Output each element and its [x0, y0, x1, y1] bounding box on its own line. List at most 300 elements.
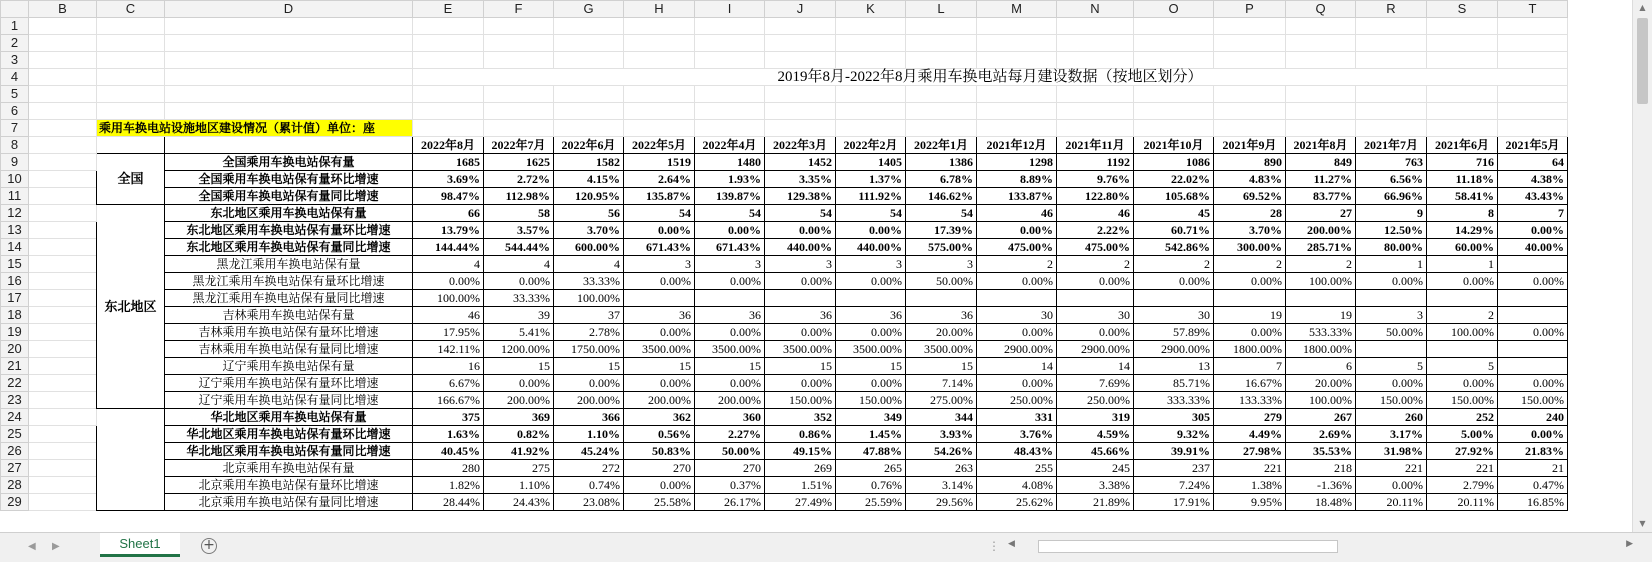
cell[interactable] — [1286, 18, 1356, 35]
row-label[interactable]: 北京乘用车换电站保有量 — [165, 460, 413, 477]
data-cell[interactable]: 17.95% — [413, 324, 484, 341]
page-title[interactable]: 2019年8月-2022年8月乘用车换电站每月建设数据（按地区划分） — [413, 69, 1568, 86]
data-cell[interactable]: 0.74% — [554, 477, 624, 494]
data-cell[interactable]: 100.00% — [554, 290, 624, 307]
data-cell[interactable]: 28 — [1214, 205, 1286, 222]
cell[interactable] — [29, 392, 97, 409]
data-cell[interactable]: 0.00% — [836, 273, 906, 290]
vertical-scroll-thumb[interactable] — [1637, 18, 1648, 104]
row-header[interactable]: 9 — [1, 154, 29, 171]
data-cell[interactable] — [1498, 256, 1568, 273]
data-cell[interactable] — [1356, 290, 1427, 307]
data-cell[interactable]: 3.69% — [413, 171, 484, 188]
data-cell[interactable]: 27.92% — [1427, 443, 1498, 460]
data-cell[interactable]: 0.00% — [1356, 375, 1427, 392]
data-cell[interactable]: 122.80% — [1057, 188, 1134, 205]
cell[interactable] — [695, 18, 765, 35]
select-all-corner[interactable] — [1, 1, 29, 18]
data-cell[interactable]: 133.87% — [977, 188, 1057, 205]
row-header[interactable]: 13 — [1, 222, 29, 239]
data-cell[interactable]: 13.79% — [413, 222, 484, 239]
vertical-scrollbar[interactable] — [1632, 0, 1652, 532]
data-cell[interactable]: 39.91% — [1134, 443, 1214, 460]
cell[interactable] — [29, 290, 97, 307]
data-cell[interactable]: 1200.00% — [484, 341, 554, 358]
data-cell[interactable]: 0.47% — [1498, 477, 1568, 494]
data-cell[interactable]: 240 — [1498, 409, 1568, 426]
data-cell[interactable]: 3.70% — [1214, 222, 1286, 239]
cell[interactable] — [1214, 35, 1286, 52]
data-cell[interactable]: 4.49% — [1214, 426, 1286, 443]
cell[interactable] — [906, 52, 977, 69]
row-label[interactable]: 全国乘用车换电站保有量同比增速 — [165, 188, 413, 205]
data-cell[interactable]: 2 — [1057, 256, 1134, 273]
cell[interactable] — [1427, 18, 1498, 35]
row-label[interactable]: 全国乘用车换电站保有量 — [165, 154, 413, 171]
cell[interactable] — [484, 120, 554, 137]
row-label[interactable]: 北京乘用车换电站保有量同比增速 — [165, 494, 413, 511]
data-cell[interactable]: 35.53% — [1286, 443, 1356, 460]
cell[interactable] — [977, 120, 1057, 137]
cell[interactable] — [29, 307, 97, 324]
cell[interactable] — [977, 103, 1057, 120]
data-cell[interactable]: 0.00% — [836, 324, 906, 341]
row-label[interactable]: 黑龙江乘用车换电站保有量环比增速 — [165, 273, 413, 290]
cell[interactable] — [765, 120, 836, 137]
data-cell[interactable]: 120.95% — [554, 188, 624, 205]
cell[interactable] — [484, 18, 554, 35]
data-cell[interactable]: 37 — [554, 307, 624, 324]
row-header[interactable]: 17 — [1, 290, 29, 307]
row-header[interactable]: 21 — [1, 358, 29, 375]
data-cell[interactable]: 27.49% — [765, 494, 836, 511]
data-cell[interactable]: 47.88% — [836, 443, 906, 460]
data-cell[interactable]: 9.76% — [1057, 171, 1134, 188]
data-cell[interactable]: 1.38% — [1214, 477, 1286, 494]
data-cell[interactable]: 0.00% — [624, 375, 695, 392]
data-cell[interactable]: 542.86% — [1134, 239, 1214, 256]
data-cell[interactable]: 14 — [977, 358, 1057, 375]
cell[interactable] — [624, 35, 695, 52]
data-cell[interactable]: 0.00% — [1427, 273, 1498, 290]
data-cell[interactable]: 54 — [765, 205, 836, 222]
row-header[interactable]: 15 — [1, 256, 29, 273]
data-cell[interactable]: 40.00% — [1498, 239, 1568, 256]
add-sheet-button[interactable]: + — [201, 538, 217, 554]
data-cell[interactable]: 245 — [1057, 460, 1134, 477]
cell[interactable] — [1356, 52, 1427, 69]
cell[interactable] — [29, 120, 97, 137]
cell[interactable] — [165, 35, 413, 52]
data-cell[interactable]: 45.24% — [554, 443, 624, 460]
data-cell[interactable]: 1086 — [1134, 154, 1214, 171]
cell[interactable] — [1134, 18, 1214, 35]
row-header[interactable]: 10 — [1, 171, 29, 188]
cell[interactable] — [97, 52, 165, 69]
data-cell[interactable]: 1.45% — [836, 426, 906, 443]
cell[interactable] — [29, 341, 97, 358]
row-label[interactable]: 辽宁乘用车换电站保有量 — [165, 358, 413, 375]
data-cell[interactable]: 6.56% — [1356, 171, 1427, 188]
data-cell[interactable]: 25.62% — [977, 494, 1057, 511]
sheet-tab[interactable]: Sheet1 — [100, 533, 180, 557]
data-cell[interactable]: 36 — [695, 307, 765, 324]
data-cell[interactable]: 0.00% — [1498, 273, 1568, 290]
cell[interactable] — [1134, 35, 1214, 52]
data-cell[interactable]: 46 — [1057, 205, 1134, 222]
cell[interactable] — [624, 86, 695, 103]
cell[interactable] — [413, 86, 484, 103]
cell[interactable] — [1356, 18, 1427, 35]
data-cell[interactable]: 0.82% — [484, 426, 554, 443]
data-cell[interactable]: 2900.00% — [1134, 341, 1214, 358]
data-cell[interactable]: 0.00% — [1498, 375, 1568, 392]
data-cell[interactable]: 41.92% — [484, 443, 554, 460]
data-cell[interactable]: 600.00% — [554, 239, 624, 256]
data-cell[interactable]: 9 — [1356, 205, 1427, 222]
data-cell[interactable]: 105.68% — [1134, 188, 1214, 205]
row-label[interactable]: 华北地区乘用车换电站保有量环比增速 — [165, 426, 413, 443]
data-cell[interactable]: 2 — [977, 256, 1057, 273]
data-cell[interactable]: 352 — [765, 409, 836, 426]
data-cell[interactable]: 5 — [1427, 358, 1498, 375]
row-label[interactable]: 吉林乘用车换电站保有量环比增速 — [165, 324, 413, 341]
cell[interactable] — [765, 52, 836, 69]
cell[interactable] — [695, 120, 765, 137]
cell[interactable] — [1214, 18, 1286, 35]
data-cell[interactable]: 33.33% — [484, 290, 554, 307]
cell[interactable] — [1134, 103, 1214, 120]
cell[interactable] — [413, 52, 484, 69]
data-cell[interactable]: 85.71% — [1134, 375, 1214, 392]
data-cell[interactable]: 139.87% — [695, 188, 765, 205]
cell[interactable] — [484, 86, 554, 103]
cell[interactable] — [29, 358, 97, 375]
data-cell[interactable]: 3 — [765, 256, 836, 273]
data-cell[interactable]: 349 — [836, 409, 906, 426]
row-header[interactable]: 27 — [1, 460, 29, 477]
data-cell[interactable]: 129.38% — [765, 188, 836, 205]
cell[interactable] — [1057, 103, 1134, 120]
data-cell[interactable]: 20.00% — [906, 324, 977, 341]
data-cell[interactable]: 36 — [836, 307, 906, 324]
data-cell[interactable]: 28.44% — [413, 494, 484, 511]
date-header[interactable]: 2021年10月 — [1134, 137, 1214, 154]
data-cell[interactable]: 671.43% — [624, 239, 695, 256]
data-cell[interactable]: 45 — [1134, 205, 1214, 222]
data-cell[interactable]: 2 — [1214, 256, 1286, 273]
cell[interactable] — [97, 137, 165, 154]
cell[interactable] — [165, 52, 413, 69]
data-cell[interactable]: 1480 — [695, 154, 765, 171]
cell[interactable] — [1286, 103, 1356, 120]
column-header[interactable]: M — [977, 1, 1057, 18]
region-national[interactable]: 全国 — [97, 154, 165, 205]
data-cell[interactable]: 36 — [906, 307, 977, 324]
data-cell[interactable]: 0.00% — [624, 273, 695, 290]
cell[interactable] — [765, 18, 836, 35]
data-cell[interactable]: 3500.00% — [765, 341, 836, 358]
data-cell[interactable]: 575.00% — [906, 239, 977, 256]
data-cell[interactable]: 23.08% — [554, 494, 624, 511]
data-cell[interactable]: 150.00% — [1427, 392, 1498, 409]
data-cell[interactable]: 54 — [906, 205, 977, 222]
data-cell[interactable]: 475.00% — [977, 239, 1057, 256]
data-cell[interactable]: 98.47% — [413, 188, 484, 205]
data-cell[interactable]: 1.10% — [554, 426, 624, 443]
region-north-china[interactable] — [97, 409, 165, 511]
data-cell[interactable]: 890 — [1214, 154, 1286, 171]
section-label[interactable]: 乘用车换电站设施地区建设情况（累计值）单位：座 — [97, 120, 413, 137]
data-cell[interactable]: 9.95% — [1214, 494, 1286, 511]
data-cell[interactable]: 100.00% — [413, 290, 484, 307]
data-cell[interactable]: 150.00% — [1498, 392, 1568, 409]
cell[interactable] — [1286, 52, 1356, 69]
data-cell[interactable]: 263 — [906, 460, 977, 477]
data-cell[interactable]: 54 — [624, 205, 695, 222]
data-cell[interactable]: 4 — [413, 256, 484, 273]
column-header[interactable]: F — [484, 1, 554, 18]
cell[interactable] — [1498, 120, 1568, 137]
cell[interactable] — [97, 35, 165, 52]
cell[interactable] — [1356, 103, 1427, 120]
cell[interactable] — [29, 205, 97, 222]
data-cell[interactable]: 1685 — [413, 154, 484, 171]
data-cell[interactable]: 40.45% — [413, 443, 484, 460]
cell[interactable] — [29, 239, 97, 256]
data-cell[interactable]: 375 — [413, 409, 484, 426]
data-cell[interactable]: 279 — [1214, 409, 1286, 426]
data-cell[interactable]: 4 — [554, 256, 624, 273]
date-header[interactable]: 2022年8月 — [413, 137, 484, 154]
data-cell[interactable]: 27 — [1286, 205, 1356, 222]
data-cell[interactable]: 200.00% — [554, 392, 624, 409]
row-header[interactable]: 14 — [1, 239, 29, 256]
data-cell[interactable]: 0.00% — [765, 222, 836, 239]
data-cell[interactable]: 36 — [765, 307, 836, 324]
data-cell[interactable]: 58.41% — [1427, 188, 1498, 205]
row-header[interactable]: 20 — [1, 341, 29, 358]
data-cell[interactable]: 4.38% — [1498, 171, 1568, 188]
data-cell[interactable]: 15 — [484, 358, 554, 375]
data-cell[interactable]: 1.37% — [836, 171, 906, 188]
data-cell[interactable] — [1427, 341, 1498, 358]
data-cell[interactable] — [1498, 358, 1568, 375]
data-cell[interactable]: 1519 — [624, 154, 695, 171]
data-cell[interactable]: 22.02% — [1134, 171, 1214, 188]
row-label[interactable]: 辽宁乘用车换电站保有量同比增速 — [165, 392, 413, 409]
date-header[interactable]: 2021年8月 — [1286, 137, 1356, 154]
cell[interactable] — [1356, 86, 1427, 103]
row-header[interactable]: 1 — [1, 18, 29, 35]
scroll-down-icon[interactable]: ▼ — [1639, 519, 1646, 528]
data-cell[interactable]: 60.71% — [1134, 222, 1214, 239]
data-cell[interactable]: 57.89% — [1134, 324, 1214, 341]
data-cell[interactable]: 19 — [1214, 307, 1286, 324]
data-cell[interactable]: 3.14% — [906, 477, 977, 494]
cell[interactable] — [977, 35, 1057, 52]
data-cell[interactable]: 7.14% — [906, 375, 977, 392]
data-cell[interactable]: 366 — [554, 409, 624, 426]
data-cell[interactable]: 1800.00% — [1214, 341, 1286, 358]
data-cell[interactable]: 6.67% — [413, 375, 484, 392]
cell[interactable] — [836, 18, 906, 35]
cell[interactable] — [765, 35, 836, 52]
cell[interactable] — [624, 120, 695, 137]
data-cell[interactable]: 29.56% — [906, 494, 977, 511]
data-cell[interactable]: 21 — [1498, 460, 1568, 477]
data-cell[interactable]: 0.00% — [1427, 375, 1498, 392]
cell[interactable] — [695, 35, 765, 52]
row-header[interactable]: 22 — [1, 375, 29, 392]
data-cell[interactable]: 6 — [1286, 358, 1356, 375]
scroll-up-icon[interactable]: ▲ — [1639, 3, 1646, 12]
data-cell[interactable]: 1625 — [484, 154, 554, 171]
data-cell[interactable]: 2 — [1286, 256, 1356, 273]
row-label[interactable]: 吉林乘用车换电站保有量 — [165, 307, 413, 324]
data-cell[interactable]: 3 — [906, 256, 977, 273]
column-header[interactable]: J — [765, 1, 836, 18]
data-cell[interactable]: 369 — [484, 409, 554, 426]
data-cell[interactable] — [1356, 341, 1427, 358]
cell[interactable] — [1498, 52, 1568, 69]
data-cell[interactable]: 142.11% — [413, 341, 484, 358]
data-cell[interactable]: 2.22% — [1057, 222, 1134, 239]
cell[interactable] — [836, 103, 906, 120]
row-header[interactable]: 19 — [1, 324, 29, 341]
data-cell[interactable]: 0.00% — [977, 324, 1057, 341]
row-header[interactable]: 18 — [1, 307, 29, 324]
row-label[interactable]: 吉林乘用车换电站保有量同比增速 — [165, 341, 413, 358]
data-cell[interactable]: 7.69% — [1057, 375, 1134, 392]
date-header[interactable]: 2021年6月 — [1427, 137, 1498, 154]
row-header[interactable]: 16 — [1, 273, 29, 290]
cell[interactable] — [1427, 120, 1498, 137]
data-cell[interactable]: 12.50% — [1356, 222, 1427, 239]
horizontal-scroll-thumb[interactable] — [1038, 540, 1338, 553]
data-cell[interactable]: 362 — [624, 409, 695, 426]
data-cell[interactable]: 1 — [1427, 256, 1498, 273]
column-header[interactable]: I — [695, 1, 765, 18]
data-cell[interactable]: 200.00% — [695, 392, 765, 409]
cell[interactable] — [765, 103, 836, 120]
data-cell[interactable]: 17.91% — [1134, 494, 1214, 511]
row-label[interactable]: 东北地区乘用车换电站保有量环比增速 — [165, 222, 413, 239]
data-cell[interactable]: 100.00% — [1427, 324, 1498, 341]
data-cell[interactable]: 39 — [484, 307, 554, 324]
row-label[interactable]: 北京乘用车换电站保有量环比增速 — [165, 477, 413, 494]
data-cell[interactable]: 671.43% — [695, 239, 765, 256]
data-cell[interactable]: 0.00% — [484, 375, 554, 392]
data-cell[interactable]: 275 — [484, 460, 554, 477]
data-cell[interactable]: 265 — [836, 460, 906, 477]
data-cell[interactable]: 100.00% — [1286, 392, 1356, 409]
cell[interactable] — [29, 375, 97, 392]
data-cell[interactable]: 150.00% — [836, 392, 906, 409]
cell[interactable] — [765, 86, 836, 103]
horizontal-scrollbar[interactable] — [1008, 538, 1633, 555]
data-cell[interactable]: 3.57% — [484, 222, 554, 239]
cell[interactable] — [29, 477, 97, 494]
data-cell[interactable]: 83.77% — [1286, 188, 1356, 205]
data-cell[interactable]: 269 — [765, 460, 836, 477]
row-header[interactable]: 26 — [1, 443, 29, 460]
data-cell[interactable]: 285.71% — [1286, 239, 1356, 256]
date-header[interactable]: 2021年7月 — [1356, 137, 1427, 154]
data-cell[interactable]: 15 — [695, 358, 765, 375]
data-cell[interactable]: 4.83% — [1214, 171, 1286, 188]
row-header[interactable]: 8 — [1, 137, 29, 154]
data-cell[interactable]: 0.00% — [1498, 222, 1568, 239]
cell[interactable] — [1427, 86, 1498, 103]
column-header[interactable]: D — [165, 1, 413, 18]
cell[interactable] — [1057, 35, 1134, 52]
data-cell[interactable]: 3500.00% — [624, 341, 695, 358]
data-cell[interactable]: 3 — [1356, 307, 1427, 324]
cell[interactable] — [165, 137, 413, 154]
data-cell[interactable]: 8 — [1427, 205, 1498, 222]
cell[interactable] — [624, 52, 695, 69]
data-cell[interactable]: 80.00% — [1356, 239, 1427, 256]
data-cell[interactable]: 1298 — [977, 154, 1057, 171]
data-cell[interactable]: 26.17% — [695, 494, 765, 511]
row-label[interactable]: 全国乘用车换电站保有量环比增速 — [165, 171, 413, 188]
data-cell[interactable]: 15 — [836, 358, 906, 375]
data-cell[interactable]: 54.26% — [906, 443, 977, 460]
data-cell[interactable]: 0.00% — [765, 375, 836, 392]
data-cell[interactable]: 50.00% — [906, 273, 977, 290]
data-cell[interactable]: 20.11% — [1427, 494, 1498, 511]
data-cell[interactable]: 280 — [413, 460, 484, 477]
data-cell[interactable]: 0.00% — [1214, 324, 1286, 341]
data-cell[interactable]: 3 — [836, 256, 906, 273]
data-cell[interactable]: 0.00% — [765, 273, 836, 290]
column-header[interactable]: B — [29, 1, 97, 18]
cell[interactable] — [29, 273, 97, 290]
data-cell[interactable]: 1.82% — [413, 477, 484, 494]
data-cell[interactable]: 8.89% — [977, 171, 1057, 188]
data-cell[interactable]: 221 — [1427, 460, 1498, 477]
column-header[interactable]: Q — [1286, 1, 1356, 18]
column-header[interactable]: L — [906, 1, 977, 18]
date-header[interactable]: 2022年7月 — [484, 137, 554, 154]
data-cell[interactable]: 30 — [1134, 307, 1214, 324]
data-cell[interactable]: 0.56% — [624, 426, 695, 443]
cell[interactable] — [836, 52, 906, 69]
data-cell[interactable]: 544.44% — [484, 239, 554, 256]
row-header[interactable]: 25 — [1, 426, 29, 443]
data-cell[interactable]: 14.29% — [1427, 222, 1498, 239]
cell[interactable] — [413, 35, 484, 52]
data-cell[interactable]: 3.76% — [977, 426, 1057, 443]
data-cell[interactable]: 3 — [624, 256, 695, 273]
data-cell[interactable]: 0.00% — [1356, 273, 1427, 290]
cell[interactable] — [1214, 86, 1286, 103]
data-cell[interactable]: 24.43% — [484, 494, 554, 511]
data-cell[interactable] — [1286, 290, 1356, 307]
data-cell[interactable]: 25.59% — [836, 494, 906, 511]
cell[interactable] — [29, 460, 97, 477]
cell[interactable] — [165, 18, 413, 35]
data-cell[interactable]: 849 — [1286, 154, 1356, 171]
region-northeast[interactable]: 东北地区 — [97, 205, 165, 409]
data-cell[interactable]: 0.00% — [624, 222, 695, 239]
cell[interactable] — [29, 52, 97, 69]
data-cell[interactable]: 0.37% — [695, 477, 765, 494]
cell[interactable] — [29, 35, 97, 52]
cell[interactable] — [695, 103, 765, 120]
data-cell[interactable]: 2900.00% — [1057, 341, 1134, 358]
